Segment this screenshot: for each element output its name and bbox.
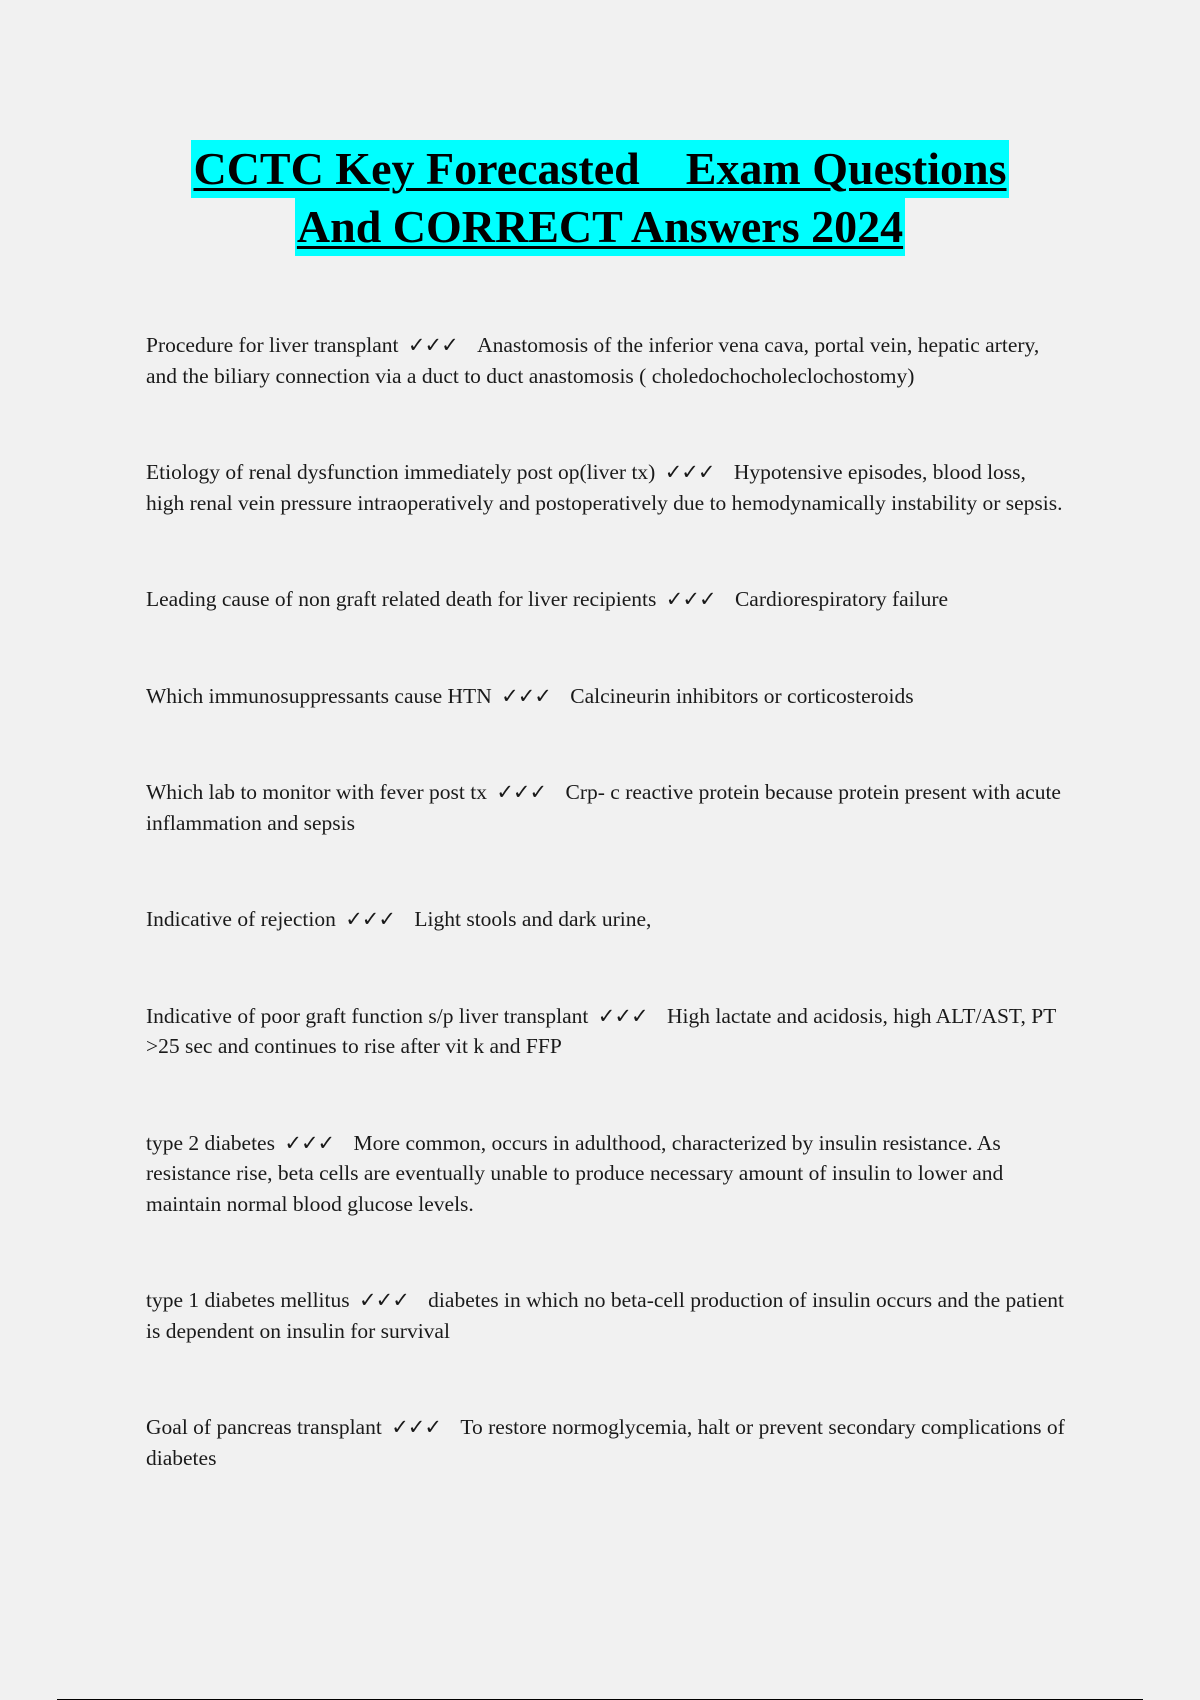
question-text: type 2 diabetes	[146, 1130, 275, 1155]
answer-text: Cardiorespiratory failure	[734, 587, 949, 611]
question-text: Leading cause of non graft related death for liver recipients	[146, 587, 657, 611]
answer-text: Hypotensive episodes, blood loss, high renal vein pressure intraoperatively and postoperatively due to hemodynamically instability or sepsis.	[146, 460, 1063, 515]
checkmark-icon: ✓✓✓	[391, 1415, 441, 1439]
qa-item	[146, 584, 1066, 615]
qa-item	[146, 777, 1066, 838]
checkmark-icon: ✓✓✓	[664, 460, 715, 484]
question-text: Which lab to monitor with fever post tx	[146, 780, 487, 804]
question-text: Etiology of renal dysfunction immediately post op(liver tx)	[146, 460, 656, 484]
answer-text: Anastomosis of the inferior vena cava, portal vein, hepatic artery, and the biliary connection via a duct to duct anastomosis ( choledochocholeclochostomy)	[146, 333, 1040, 388]
answer-text: More common, occurs in adulthood, characterized by insulin resistance. As resistance rise, beta cells are eventually unable to produce necessary amount of insulin to lower and maintain normal blood glucose levels.	[146, 1130, 1004, 1216]
checkmark-icon: ✓✓✓	[284, 1130, 335, 1155]
checkmark-icon: ✓✓✓	[407, 333, 458, 357]
answer-text: High lactate and acidosis, high ALT/AST, PT >25 sec and continues to rise after vit k and FFP	[146, 1003, 1056, 1058]
checkmark-icon: ✓✓✓	[501, 683, 551, 708]
question-text: Indicative of rejection	[146, 907, 336, 931]
checkmark-icon: ✓✓✓	[496, 780, 547, 804]
checkmark-icon: ✓✓✓	[597, 1003, 648, 1028]
qa-item	[146, 904, 1066, 935]
question-text: Procedure for liver transplant	[146, 333, 399, 357]
answer-text: Calcineurin inhibitors or corticosteroids	[570, 683, 914, 708]
title-line-2: And CORRECT Answers 2024	[295, 198, 905, 256]
qa-item	[146, 1001, 1066, 1062]
question-text: type 1 diabetes mellitus	[146, 1288, 350, 1312]
answer-text: Crp- c reactive protein because protein present with acute inflammation and sepsis	[146, 780, 1061, 835]
checkmark-icon: ✓✓✓	[345, 907, 395, 931]
qa-item	[146, 457, 1066, 518]
document-title	[0, 140, 1200, 256]
qa-item	[146, 1128, 1066, 1220]
answer-text: Light stools and dark urine,	[414, 907, 652, 931]
answer-text: To restore normoglycemia, halt or prevent secondary complications of diabetes	[146, 1415, 1065, 1470]
qa-item	[146, 330, 1066, 391]
question-text: Indicative of poor graft function s/p liver transplant	[146, 1003, 589, 1028]
checkmark-icon: ✓✓✓	[359, 1288, 409, 1312]
question-text: Goal of pancreas transplant	[146, 1415, 382, 1439]
checkmark-icon: ✓✓✓	[665, 587, 716, 611]
answer-text: diabetes in which no beta-cell production of insulin occurs and the patient is dependent on insulin for survival	[146, 1288, 1065, 1343]
qa-item	[146, 1412, 1066, 1473]
qa-list	[146, 330, 1066, 1539]
title-line-1: CCTC Key Forecasted Exam Questions	[191, 140, 1008, 198]
qa-item	[146, 1285, 1066, 1346]
question-text: Which immunosuppressants cause HTN	[146, 683, 492, 708]
qa-item	[146, 681, 1066, 712]
